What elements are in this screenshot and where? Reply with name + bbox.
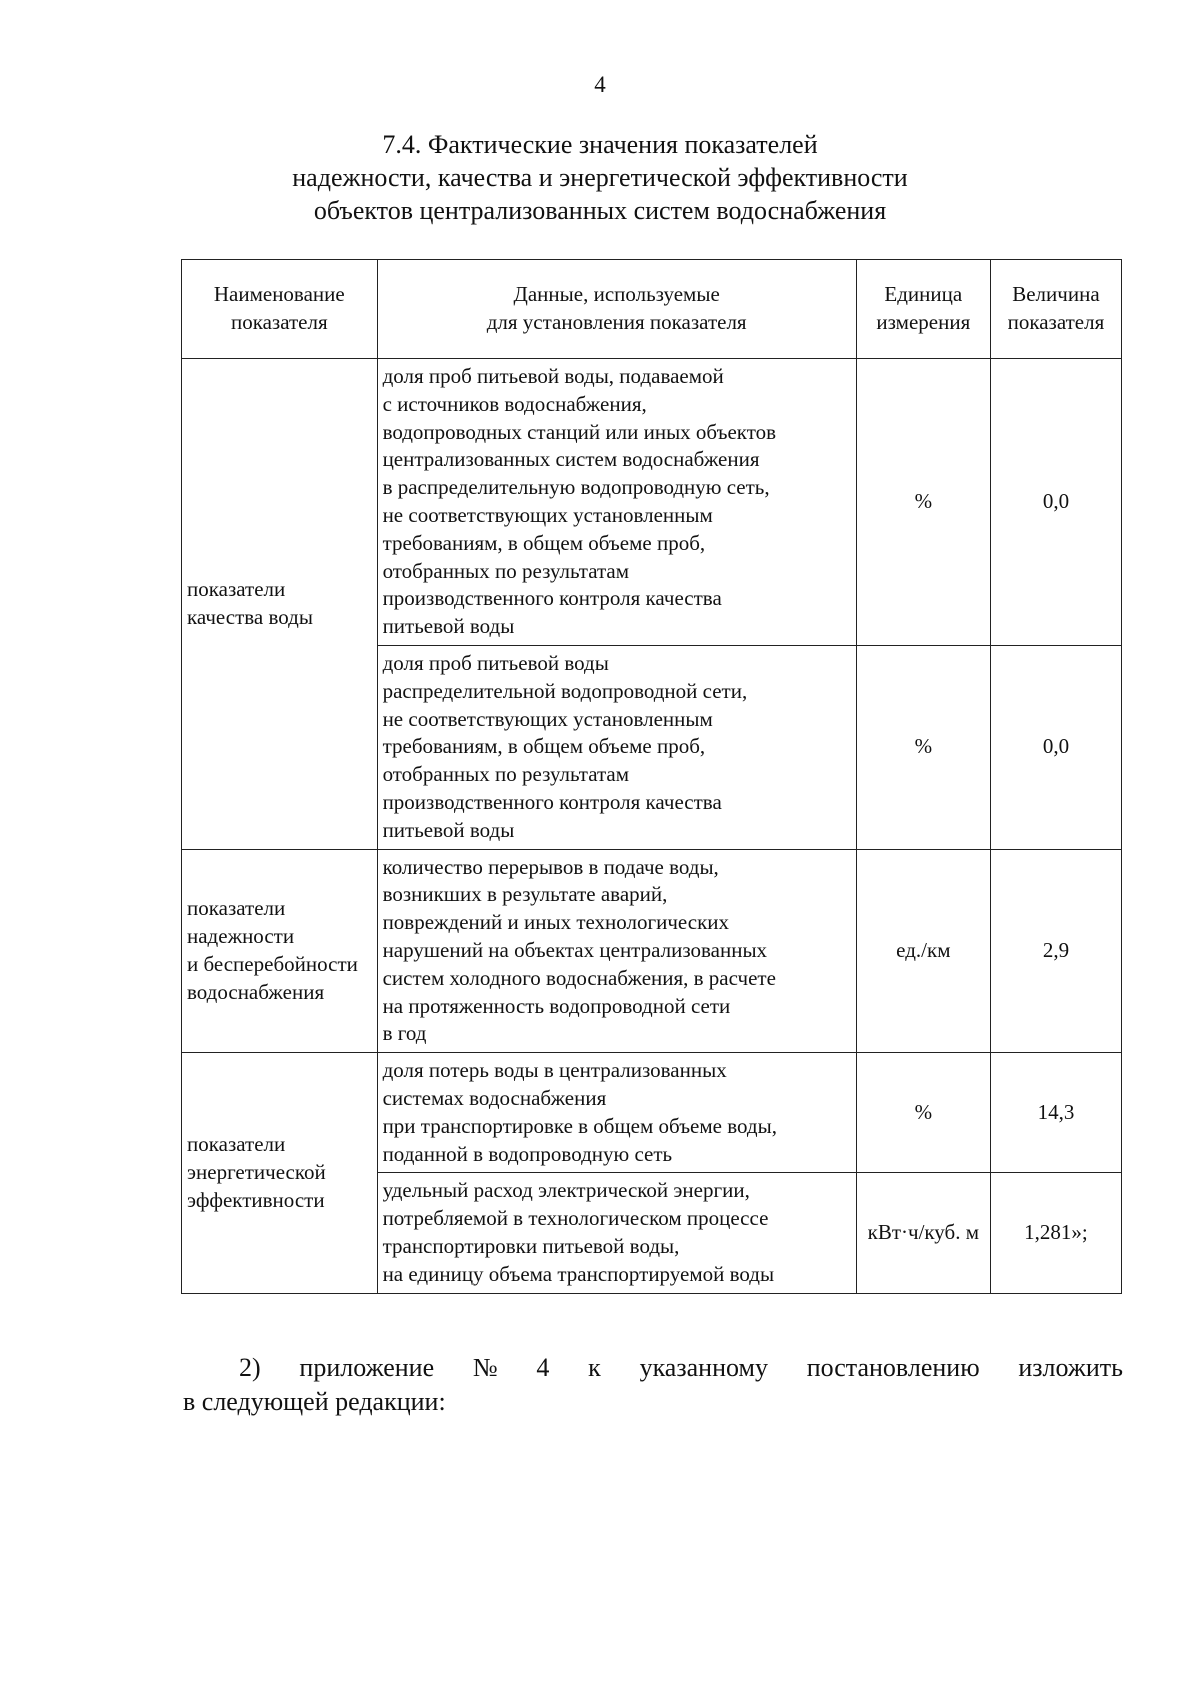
indicator-name-line: показатели xyxy=(187,576,286,601)
indicator-name-line: эффективности xyxy=(187,1187,325,1212)
footer-line-1 xyxy=(183,1351,1123,1385)
indicator-data-cell xyxy=(377,849,856,1053)
indicator-data-line: доля потерь воды в централизованных xyxy=(382,1058,727,1083)
indicator-name-line: показатели xyxy=(187,896,286,921)
indicator-data-line: количество перерывов в подаче воды, xyxy=(382,854,719,879)
indicator-data-line: при транспортировке в общем объеме воды, xyxy=(382,1113,777,1138)
indicator-name-line: и бесперебойности xyxy=(187,951,358,976)
table-row xyxy=(182,359,1122,646)
indicator-data-cell xyxy=(377,1173,856,1293)
indicator-data-cell xyxy=(377,645,856,849)
footer-word: постановлению xyxy=(806,1353,980,1382)
footer-word: указанному xyxy=(639,1353,768,1382)
footer-word: 4 xyxy=(536,1353,550,1382)
indicator-data-line: удельный расход электрической энергии, xyxy=(382,1178,750,1203)
indicator-name-cell xyxy=(182,849,378,1053)
header-data: Данные, используемые для установления показателя xyxy=(377,260,856,359)
indicator-data-line: отобранных по результатам xyxy=(382,762,630,787)
indicator-data-cell xyxy=(377,1053,856,1173)
indicator-name-line: качества воды xyxy=(187,604,313,629)
indicator-data-line: повреждений и иных технологических xyxy=(382,910,730,935)
indicator-data-line: систем холодного водоснабжения, в расчете xyxy=(382,965,776,990)
indicator-name-line: надежности xyxy=(187,924,295,949)
indicator-data-line: возникших в результате аварий, xyxy=(382,882,668,907)
indicator-data-line: на протяженность водопроводной сети xyxy=(382,993,731,1018)
indicator-data-line: в распределительную водопроводную сеть, xyxy=(382,475,770,500)
table-body xyxy=(182,359,1122,1294)
table-row xyxy=(182,849,1122,1053)
indicator-name-cell xyxy=(182,1053,378,1293)
indicator-data-line: распределительной водопроводной сети, xyxy=(382,678,748,703)
indicator-data-line: отобранных по результатам xyxy=(382,558,630,583)
indicator-data-line: поданной в водопроводную сеть xyxy=(382,1141,673,1166)
indicator-unit-cell: % xyxy=(856,645,990,849)
indicator-name-line: энергетической xyxy=(187,1159,326,1184)
indicator-data-line: доля проб питьевой воды, подаваемой xyxy=(382,364,724,388)
footer-line-2: в следующей редакции: xyxy=(183,1387,446,1416)
header-unit: Единица измерения xyxy=(856,260,990,359)
indicator-unit-cell: кВт·ч/куб. м xyxy=(856,1173,990,1293)
indicator-data-line: централизованных систем водоснабжения xyxy=(382,447,760,472)
section-title xyxy=(0,128,1200,227)
indicator-data-line: водопроводных станций или иных объектов xyxy=(382,419,777,444)
indicator-data-line: питьевой воды xyxy=(382,614,515,639)
indicator-data-line: доля проб питьевой воды xyxy=(382,650,609,675)
indicator-data-line: транспортировки питьевой воды, xyxy=(382,1233,680,1258)
header-value: Величина показателя xyxy=(990,260,1121,359)
indicator-value-cell: 1,281»; xyxy=(990,1173,1121,1293)
indicator-unit-cell: % xyxy=(856,1053,990,1173)
footer-word: к xyxy=(588,1353,601,1382)
indicator-name-line: показатели xyxy=(187,1132,286,1157)
indicator-name-cell xyxy=(182,359,378,850)
indicator-data-line: требованиям, в общем объеме проб, xyxy=(382,530,706,555)
indicator-data-line: нарушений на объектах централизованных xyxy=(382,937,768,962)
indicator-value-cell: 2,9 xyxy=(990,849,1121,1053)
indicator-data-line: системах водоснабжения xyxy=(382,1085,607,1110)
indicator-data-line: на единицу объема транспортируемой воды xyxy=(382,1261,775,1286)
indicator-data-line: в год xyxy=(382,1021,427,1046)
title-line-1: 7.4. Фактические значения показателей xyxy=(382,130,818,159)
footer-paragraph xyxy=(183,1351,1123,1419)
indicator-data-line: требованиям, в общем объеме проб, xyxy=(382,734,706,759)
indicator-value-cell: 0,0 xyxy=(990,645,1121,849)
footer-word: 2) xyxy=(239,1353,261,1382)
indicator-data-line: с источников водоснабжения, xyxy=(382,391,647,416)
indicator-unit-cell: ед./км xyxy=(856,849,990,1053)
indicator-data-cell xyxy=(377,359,856,646)
indicator-data-line: не соответствующих установленным xyxy=(382,502,713,527)
indicator-value-cell: 0,0 xyxy=(990,359,1121,646)
indicator-unit-cell: % xyxy=(856,359,990,646)
title-line-2: надежности, качества и энергетической эффективности xyxy=(292,163,908,192)
indicator-data-line: питьевой воды xyxy=(382,817,515,842)
indicator-name-line: водоснабжения xyxy=(187,979,325,1004)
page-number: 4 xyxy=(594,72,606,97)
footer-word: № xyxy=(472,1353,498,1382)
table-header-row xyxy=(182,260,1122,359)
indicator-data-line: потребляемой в технологическом процессе xyxy=(382,1206,769,1231)
indicator-data-line: производственного контроля качества xyxy=(382,586,722,611)
indicator-value-cell: 14,3 xyxy=(990,1053,1121,1173)
indicator-data-line: не соответствующих установленным xyxy=(382,706,713,731)
header-name: Наименование показателя xyxy=(182,260,378,359)
footer-word: изложить xyxy=(1018,1353,1123,1382)
indicator-data-line: производственного контроля качества xyxy=(382,789,722,814)
footer-word: приложение xyxy=(299,1353,435,1382)
title-line-3: объектов централизованных систем водоснабжения xyxy=(313,196,887,225)
table-row xyxy=(182,1053,1122,1173)
indicators-table xyxy=(181,259,1122,1294)
